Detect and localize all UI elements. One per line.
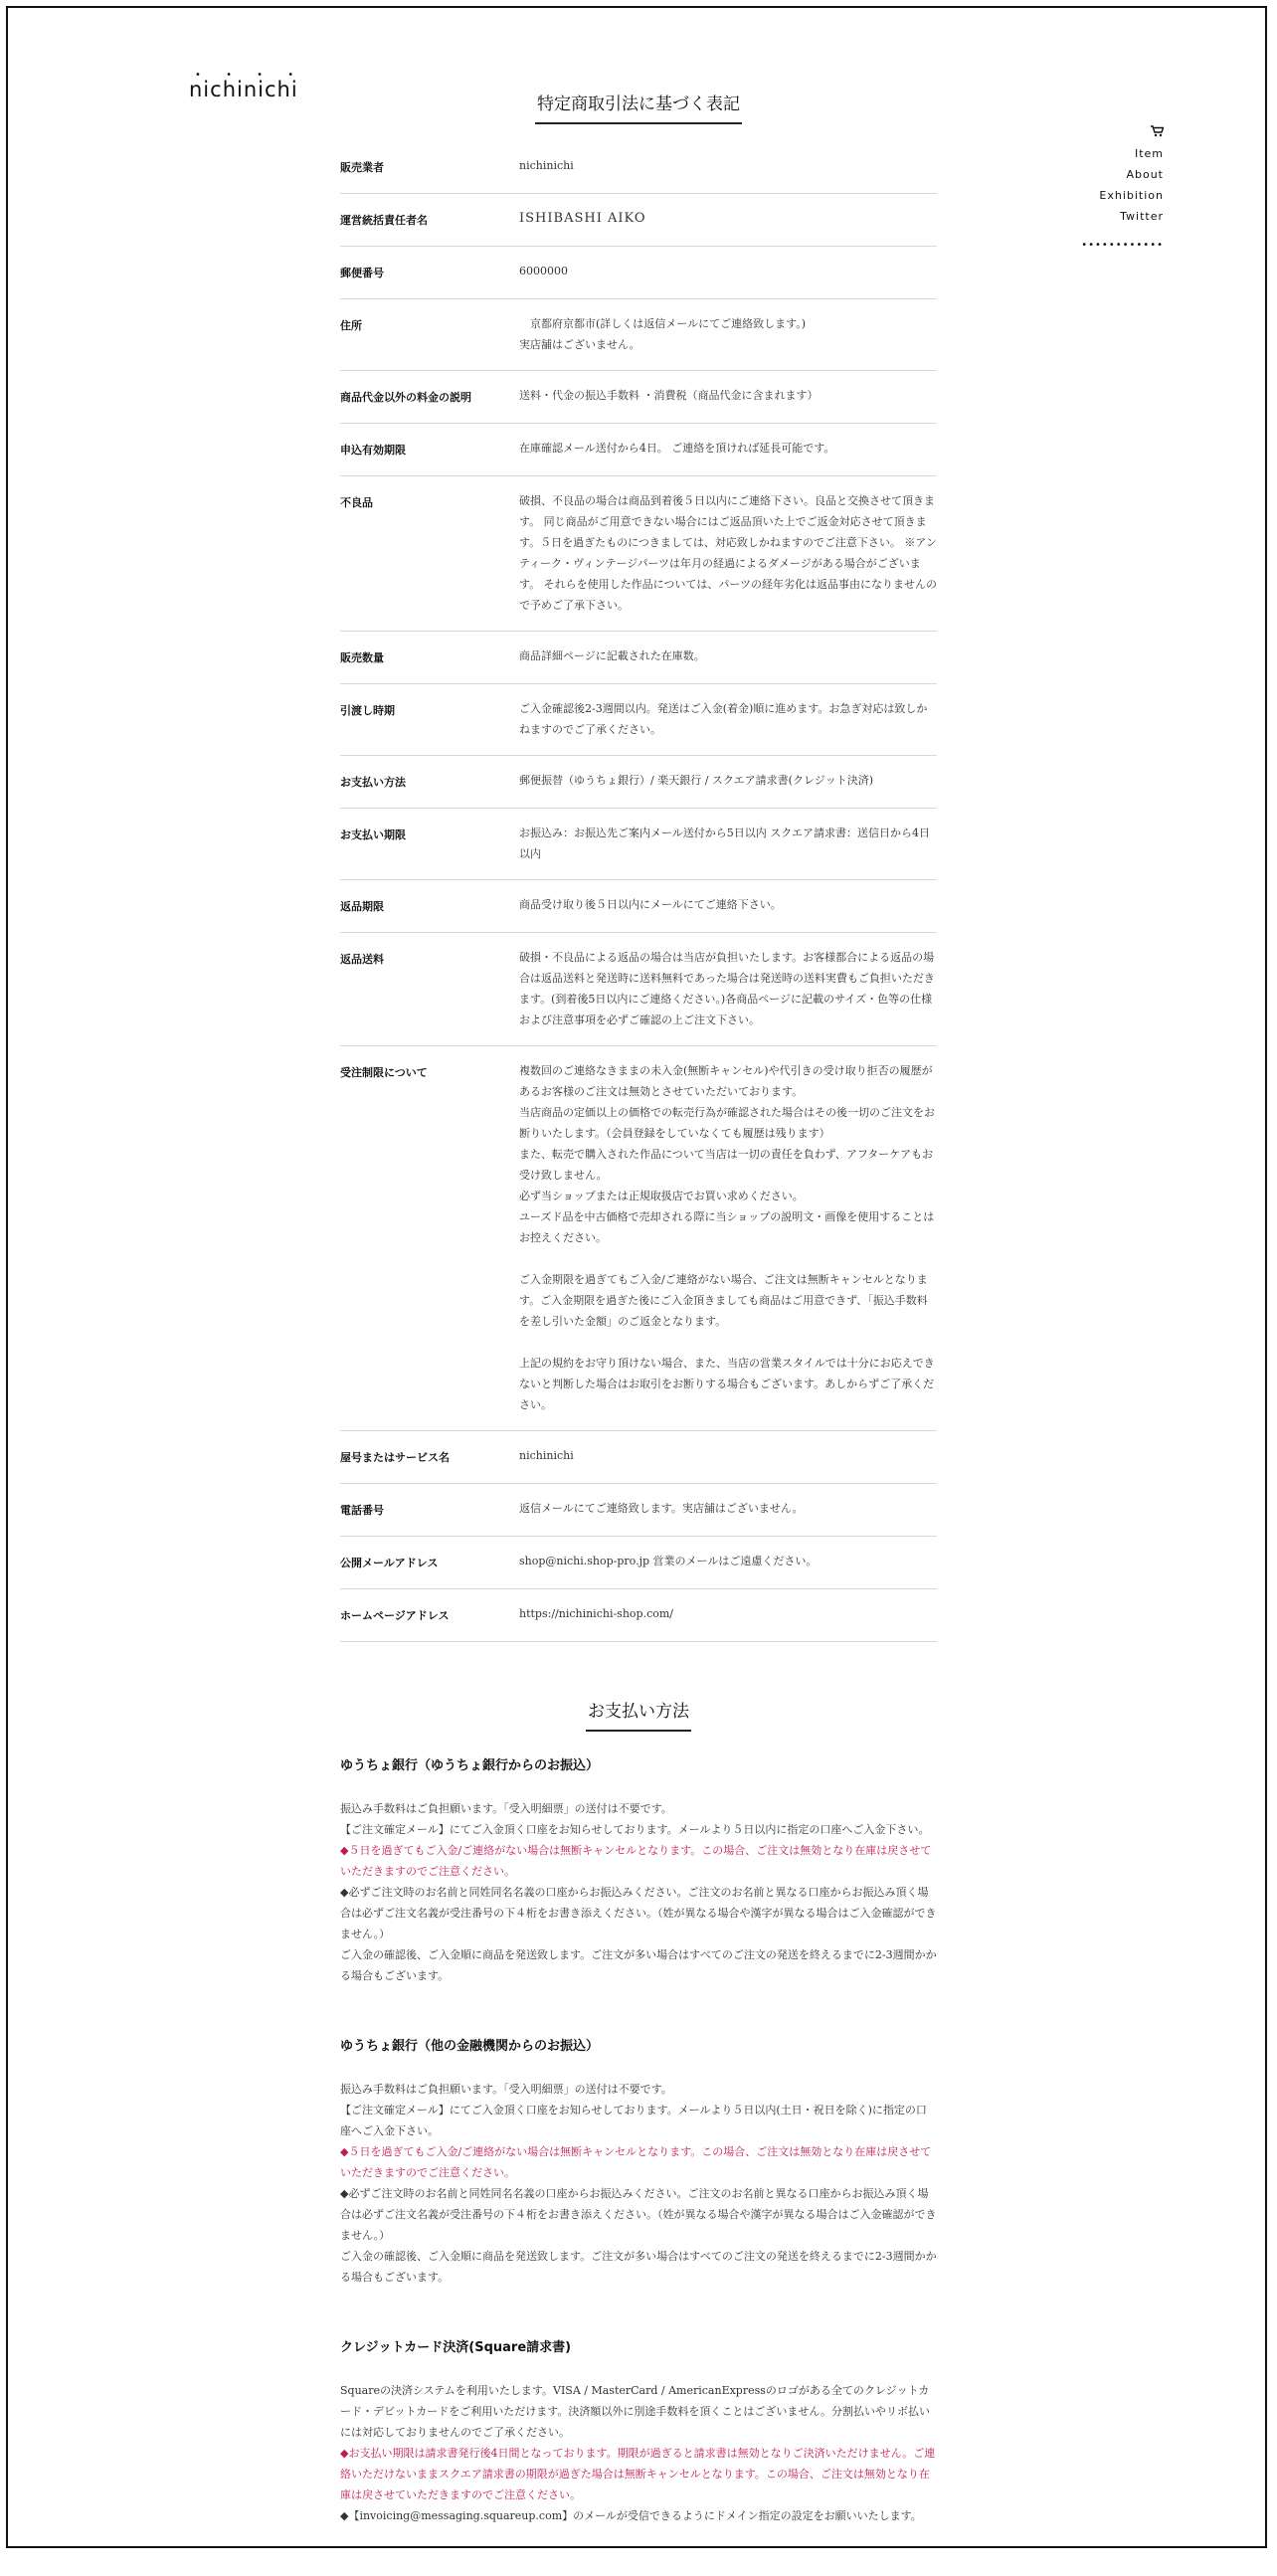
payment-text: ◆必ずご注文時のお名前と同姓同名名義の口座からお振込みください。ご注文のお名前と異なる口座からお振込み頂く場合は必ずご注文名義が受注番号の下４桁をお書き添えください。（姓が異なる場合や漢字が異なる場合はご入金確認ができません。） [340, 2187, 937, 2242]
legal-title-wrap [0, 90, 1277, 124]
legal-row-label: ホームページアドレス [340, 1609, 450, 1622]
legal-row-label: 販売業者 [340, 161, 384, 174]
legal-row-label: 商品代金以外の料金の説明 [340, 391, 471, 404]
payment-text: 振込み手数料はご負担願います。「受入明細票」の送付は不要です。 [340, 2083, 672, 2096]
payment-warning-text: ◆５日を過ぎてもご入金/ご連絡がない場合は無断キャンセルとなります。この場合、ご注文は無効となり在庫は戻させていただきますのでご注意ください。 [340, 1844, 932, 1878]
legal-row-value: 複数回のご連絡なきままの未入金(無断キャンセル)や代引きの受け取り拒否の履歴があるお客様のご注文は無効とさせていただいております。 当店商品の定価以上の価格での転売行為が確認された場合はその後一切のご注文をお断りいたします。（会員登録をしていなくても履歴は残ります） また、転売で購入された作品について当店は一切の責任を負わず、アフターケアもお受け致しません。 必ず当ショップまたは正規取扱店でお買い求めください。 ユーズド品を中古価格で売却される際に当ショップの説明文・画像を使用することはお控えください。 ご入金期限を過ぎてもご入金/ご連絡がない場合、ご注文は無断キャンセルとなります。ご入金期限を過ぎた後にご入金頂きましても商品はご用意できず、「振込手数料を差し引いた金額」のご返金となります。 上記の規約をお守り頂けない場合、また、当店の営業スタイルでは十分にお応えできないと判断した場合はお取引をお断りする場合もございます。あしからずご了承ください。 [519, 1064, 935, 1411]
legal-row [340, 1431, 937, 1484]
legal-row-value: ISHIBASHI AIKO [519, 211, 646, 226]
legal-row [340, 880, 937, 933]
payment-block-heading: ゆうちょ銀行（ゆうちょ銀行からのお振込） [340, 1758, 600, 1773]
payment-title: お支払い方法 [586, 1697, 691, 1732]
legal-row-value: 商品詳細ページに記載された在庫数。 [519, 649, 705, 662]
legal-row [340, 424, 937, 476]
legal-row-label: お支払い方法 [340, 776, 406, 789]
legal-row-label: 運営統括責任者名 [340, 214, 428, 227]
legal-row [340, 933, 937, 1046]
legal-row-value: 郵便振替（ゆうちょ銀行）/ 楽天銀行 / スクエア請求書(クレジット決済) [519, 774, 873, 787]
payment-block [340, 2337, 937, 2526]
payment-block [340, 2036, 937, 2288]
legal-row [340, 684, 937, 756]
payment-text: ◆【invoicing@messaging.squareup.com】のメールが受信できるようにドメイン指定の設定をお願いいたします。 [340, 2509, 922, 2522]
payment-title-wrap [0, 1697, 1277, 1732]
legal-row-label: 郵便番号 [340, 267, 384, 279]
site-logo[interactable]: nichinichi [189, 78, 298, 101]
legal-title: 特定商取引法に基づく表記 [535, 90, 742, 124]
legal-table [340, 141, 937, 1642]
legal-row-label: 公開メールアドレス [340, 1557, 439, 1569]
legal-row [340, 1046, 937, 1431]
nav-item-exhibition[interactable]: Exhibition [1099, 189, 1164, 202]
legal-row-value: https://nichinichi-shop.com/ [519, 1607, 673, 1620]
payment-warning-text: ◆５日を過ぎてもご入金/ご連絡がない場合は無断キャンセルとなります。この場合、ご注文は無効となり在庫は戻させていただきますのでご注意ください。 [340, 2145, 932, 2179]
legal-row-label: 住所 [340, 319, 362, 332]
legal-row-value: nichinichi [519, 159, 574, 172]
legal-row-label: 引渡し時期 [340, 704, 395, 717]
nav-item-item[interactable]: Item [1134, 147, 1164, 160]
payment-text: 【ご注文確定メール】にてご入金頂く口座をお知らせしております。メールより５日以内(土日・祝日を除く)に指定の口座へご入金下さい。 [340, 2104, 927, 2137]
legal-row-value: 6000000 [519, 265, 568, 277]
legal-row [340, 371, 937, 424]
legal-row-label: 屋号またはサービス名 [340, 1451, 450, 1464]
legal-row [340, 299, 937, 371]
legal-row-value: 返信メールにてご連絡致します。実店舗はございません。 [519, 1502, 804, 1515]
legal-row-value: shop@nichi.shop-pro.jp 営業のメールはご遠慮ください。 [519, 1555, 818, 1567]
legal-row-label: 返品送料 [340, 953, 384, 966]
payment-block-heading: クレジットカード決済(Square請求書) [340, 2340, 572, 2355]
payment-text: 振込み手数料はご負担願います。「受入明細票」の送付は不要です。 [340, 1802, 672, 1815]
legal-row-value: ご入金確認後2-3週間以内。発送はご入金(着金)順に進めます。お急ぎ対応は致しかねますのでご了承ください。 [519, 702, 928, 736]
legal-row [340, 247, 937, 299]
payment-block [340, 1755, 937, 1986]
cart-icon[interactable] [1081, 123, 1164, 143]
legal-row-value: 破損・不良品による返品の場合は当店が負担いたします。お客様都合による返品の場合は返品送料と発送時に送料無料であった場合は発送時の送料実費もご負担いただきます。(到着後5日以内にご連絡ください。)各商品ページに記載のサイズ・色等の仕様および注意事項を必ずご確認の上ご注文下さい。 [519, 951, 935, 1026]
nav-item-about[interactable]: About [1126, 168, 1164, 181]
payment-block-heading: ゆうちょ銀行（他の金融機関からのお振込） [340, 2039, 600, 2054]
legal-row-value: nichinichi [519, 1449, 574, 1462]
payment-text: Squareの決済システムを利用いたします。VISA / MasterCard / AmericanExpressのロゴがある全てのクレジットカード・デビットカードをご利用いただけます。決済額以外に別途手数料を頂くことはございません。分割払いやリボ払いには対応しておりませんのでご了承ください。 [340, 2384, 931, 2439]
legal-row-label: 販売数量 [340, 651, 384, 664]
legal-row [340, 1484, 937, 1537]
legal-row [340, 1537, 937, 1589]
legal-row [340, 632, 937, 684]
legal-row [340, 1589, 937, 1642]
legal-row-label: 電話番号 [340, 1504, 384, 1517]
main-nav [1081, 123, 1164, 256]
legal-row-label: 返品期限 [340, 900, 384, 913]
payment-text: 【ご注文確定メール】にてご入金頂く口座をお知らせしております。メールより５日以内に指定の口座へご入金下さい。 [340, 1823, 930, 1836]
legal-row-label: 受注制限について [340, 1066, 428, 1079]
legal-row-value: 送料・代金の振込手数料 ・消費税（商品代金に含まれます） [519, 389, 819, 402]
payment-section [340, 1755, 937, 2576]
legal-row-label: お支払い期限 [340, 828, 406, 841]
legal-row-value: 破損、不良品の場合は商品到着後５日以内にご連絡下さい。良品と交換させて頂きます。 同じ商品がご用意できない場合にはご返品頂いた上でご返金対応させて頂きます。５日を過ぎたものにつきましては、対応致しかねますのでご注意下さい。 ※アンティーク・ヴィンテージパーツは年月の経過によるダメージがある場合がございます。 それらを使用した作品については、パーツの経年劣化は返品事由になりませんので予めご了承下さい。 [519, 494, 937, 612]
logo-dots: • • • • [195, 70, 305, 81]
payment-text: ◆必ずご注文時のお名前と同姓同名名義の口座からお振込みください。ご注文のお名前と異なる口座からお振込み頂く場合は必ずご注文名義が受注番号の下４桁をお書き添えください。（姓が異なる場合や漢字が異なる場合はご入金確認ができません。） [340, 1886, 937, 1940]
legal-row [340, 809, 937, 880]
legal-row [340, 194, 937, 247]
legal-row-value: 商品受け取り後５日以内にメールにてご連絡下さい。 [519, 898, 782, 911]
payment-warning-text: ◆お支払い期限は請求書発行後4日間となっております。期限が過ぎると請求書は無効となりご決済いただけません。ご連絡いただけないままスクエア請求書の期限が過ぎた場合は無断キャンセルとなります。この場合、ご注文は無効となり在庫は戻させていただきますのでご注意ください。 [340, 2447, 936, 2501]
nav-item-twitter[interactable]: Twitter [1120, 210, 1164, 223]
legal-row-label: 申込有効期限 [340, 444, 406, 457]
legal-row-value: 京都府京都市(詳しくは返信メールにてご連絡致します。) 実店舗はございません。 [519, 317, 806, 351]
nav-dots-divider: •••••••••••• [1081, 240, 1164, 251]
legal-row-value: お振込み：お振込先ご案内メール送付から5日以内 スクエア請求書：送信日から4日以内 [519, 827, 931, 860]
legal-row [340, 141, 937, 194]
legal-row-value: 在庫確認メール送付から4日。 ご連絡を頂ければ延長可能です。 [519, 442, 835, 455]
legal-row-label: 不良品 [340, 496, 373, 509]
payment-text: ご入金の確認後、ご入金順に商品を発送致します。ご注文が多い場合はすべてのご注文の発送を終えるまでに2-3週間かかる場合もございます。 [340, 1948, 937, 1982]
payment-text: ご入金の確認後、ご入金順に商品を発送致します。ご注文が多い場合はすべてのご注文の発送を終えるまでに2-3週間かかる場合もございます。 [340, 2250, 937, 2284]
legal-row [340, 476, 937, 632]
legal-row [340, 756, 937, 809]
